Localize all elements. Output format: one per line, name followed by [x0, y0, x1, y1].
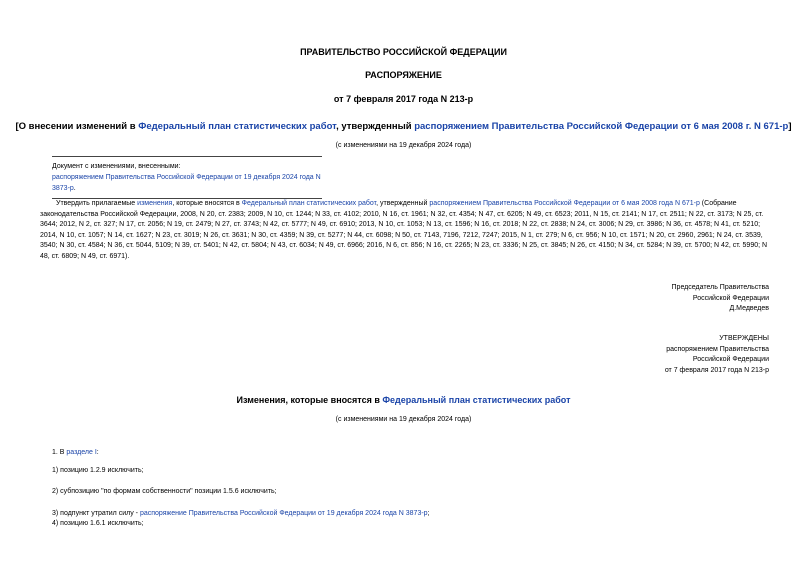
amendments-entry — [52, 172, 322, 194]
amendments-tail: . — [73, 185, 76, 192]
changes-note: (с изменениями на 19 декабря 2024 года) — [335, 142, 472, 149]
changes-heading — [0, 395, 807, 405]
title-link-statistical-plan[interactable]: Федеральный план статистических работ — [138, 121, 337, 132]
list-item: 1) позицию 1.2.9 исключить; — [52, 467, 144, 474]
approved-block — [665, 334, 769, 376]
approved-line-3: Российской Федерации — [692, 356, 769, 363]
item-4-text: 3) подпункт утратил силу - — [52, 510, 140, 517]
main-text-1: Утвердить прилагаемые — [56, 200, 138, 207]
main-text-4: (Собрание законодательства Российской Федерации, 2008, N 20, ст. 2383; 2009, N 10, ст. 1244; N 33, ст. 4102; 2010, N 16, ст. 1961; N 32, ст. 4354; N 47, ст. 6205; N 49, ст. 6523; 2011, N 15, ст. 2141; N 17, ст. 2511; N 22, ст. 3173; N 25, ст. 3644; 2012, N 2, ст. 327; N 17, ст. 2056; N 19, ст. 2479; N 27, ст. 3743; N 42, ст. 5777; N 49, ст. 6910; 2013, N 10, ст. 1053; N 13, ст. 1596; N 16, ст. 2018; N 22, ст. 2838; N 24, ст. 3006; N 29, ст. 3986; N 36, ст. 4578; N 41, ст. 5210; 2014, N 10, ст. 1057; N 14, ст. 1627; N 23, ст. 3019; N 26, ст. 3631; N 30, ст. 4359; N 39, ст. 5277; N 44, ст. 6098; N 50, ст. 7143, 7196, 7212, 7247; 2015, N 1, ст. 279; N 6, ст. 956; N 10, ст. 1571; N 20, ст. 2960, 2961; N 24, ст. 3539, 3540; N 30, ст. 4584; N 36, ст. 5044, 5109; N 39, ст. 5401; N 42, ст. 5804; N 43, ст. 6034; N 49, ст. 6966; 2016, N 6, ст. 856; N 16, ст. 2265; N 23, ст. 3336; N 25, ст. 3845; N 26, ст. 4150; N 34, ст. 5284; N 39, ст. 5700; N 42, ст. 5990; N 48, ст. 6809; N 49, ст. 6971). — [40, 200, 768, 260]
changes-heading-text: Изменения, которые вносятся в — [236, 395, 383, 405]
order-heading: РАСПОРЯЖЕНИЕ — [365, 70, 442, 80]
changes-note-2: (с изменениями на 19 декабря 2024 года) — [335, 416, 472, 423]
approved-line-4: от 7 февраля 2017 года N 213-р — [664, 366, 769, 374]
title-open: [О внесении изменений в — [15, 121, 139, 132]
amendment-link-3873[interactable]: распоряжением Правительства Российской Федерации от 19 декабря 2024 года N 3873-р — [52, 174, 321, 192]
approved-line-1: УТВЕРЖДЕНЫ — [719, 335, 769, 342]
link-changes[interactable]: изменения — [137, 200, 173, 207]
signature-line-2: Российской Федерации — [692, 294, 769, 302]
signature-line-1: Председатель Правительства — [671, 284, 769, 291]
main-text-3: , утвержденный — [376, 200, 430, 207]
list-item: 4) позицию 1.6.1 исключить; — [52, 520, 144, 527]
link-statistical-plan[interactable]: Федеральный план статистических работ — [241, 200, 377, 207]
order-date: от 7 февраля 2017 года N 213-р — [333, 94, 474, 104]
title-link-order-671[interactable]: распоряжением Правительства Российской Федерации от 6 мая 2008 г. N 671-р — [414, 121, 789, 132]
amendments-label: Документ с изменениями, внесенными: — [52, 163, 181, 170]
main-text-2: , которые вносятся в — [172, 200, 242, 207]
item-1-text: 1. В — [52, 449, 67, 456]
link-order-3873[interactable]: распоряжение Правительства Российской Федерации от 19 декабря 2024 года N 3873-р — [139, 510, 428, 517]
link-order-671[interactable]: распоряжением Правительства Российской Федерации от 6 мая 2008 года N 671-р — [429, 200, 700, 207]
main-paragraph — [40, 199, 770, 262]
link-section-1[interactable]: разделе I — [66, 449, 97, 456]
item-1-tail: : — [96, 449, 99, 456]
item-4-tail: ; — [427, 510, 430, 517]
title-close: ] — [788, 121, 792, 132]
list-item — [52, 448, 99, 458]
list-item: 2) субпозицию "по формам собственности" позиции 1.5.6 исключить; — [52, 488, 277, 495]
signature-block — [672, 283, 769, 315]
changes-heading-link[interactable]: Федеральный план статистических работ — [382, 395, 571, 405]
amendments-box — [52, 156, 322, 199]
title-mid: , утвержденный — [336, 121, 415, 132]
approved-line-2: распоряжением Правительства — [666, 345, 769, 353]
document-title — [0, 121, 807, 132]
signature-name: Д.Медведев — [729, 305, 769, 312]
government-heading: ПРАВИТЕЛЬСТВО РОССИЙСКОЙ ФЕДЕРАЦИИ — [300, 47, 507, 57]
list-item — [52, 509, 430, 519]
